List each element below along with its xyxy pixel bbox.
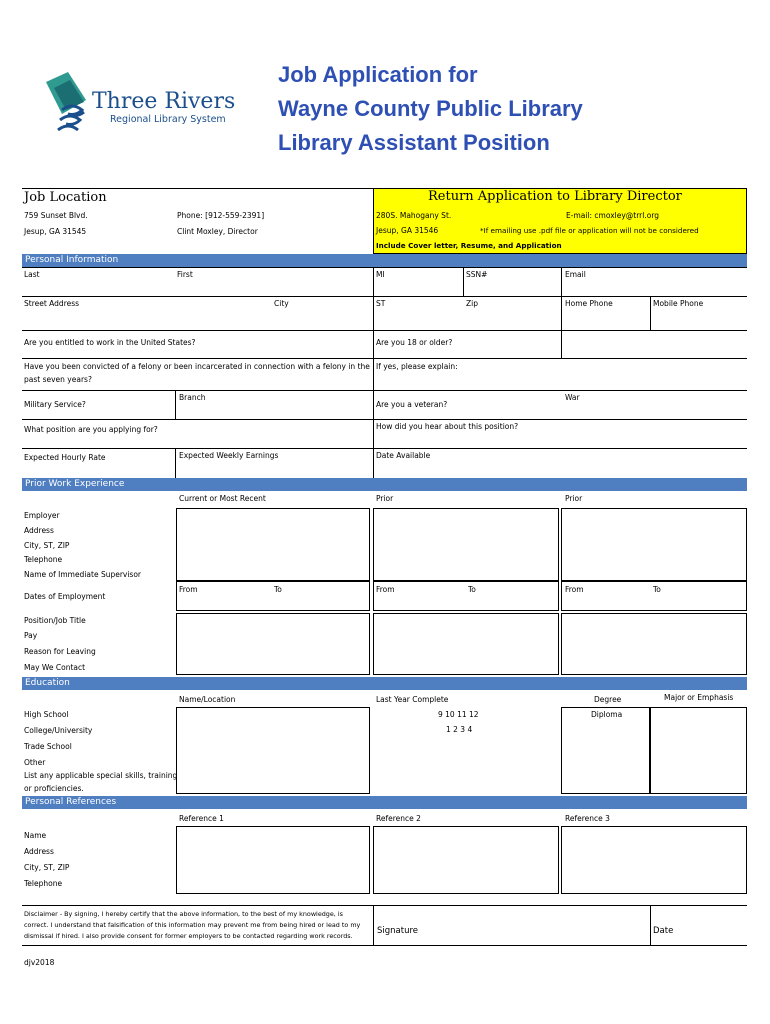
prior-work-heading: Prior Work Experience: [25, 479, 125, 489]
ref-col-1: Reference 1: [179, 814, 224, 823]
edu-name-input[interactable]: [176, 707, 370, 794]
label-city: City: [274, 299, 289, 308]
logo-mark-icon: [40, 70, 100, 136]
ref1-input[interactable]: [176, 826, 370, 894]
signature-label: Signature: [377, 926, 419, 936]
work-dates-current[interactable]: [176, 581, 370, 611]
work-to-prior1: To: [468, 585, 476, 594]
edu-row-college: College/University: [24, 726, 93, 735]
work-input-prior1-top[interactable]: [373, 508, 559, 581]
edu-skills-line2: or proficiencies.: [24, 784, 84, 793]
work-row-title: Position/Job Title: [24, 616, 86, 625]
work-row-city: City, ST, ZIP: [24, 541, 70, 550]
email-input[interactable]: [563, 280, 746, 295]
edu-col-name: Name/Location: [179, 695, 236, 704]
edu-skills-line1: List any applicable special skills, training: [24, 771, 178, 780]
job-address1: 759 Sunset Blvd.: [24, 211, 88, 220]
label-home-phone: Home Phone: [565, 299, 613, 308]
footer-code: djv2018: [24, 958, 55, 967]
ref-row-address: Address: [24, 847, 54, 856]
date-available-label: Date Available: [376, 451, 431, 460]
edu-row-trade: Trade School: [24, 742, 72, 751]
edu-row-other: Other: [24, 758, 46, 767]
work-col-prior1: Prior: [376, 494, 394, 503]
references-band: [22, 796, 747, 809]
label-war: War: [565, 393, 580, 402]
ref-col-3: Reference 3: [565, 814, 610, 823]
date-label: Date: [653, 926, 674, 936]
first-input[interactable]: [177, 280, 371, 295]
return-note: *If emailing use .pdf file or application will not be considered: [480, 226, 699, 235]
edu-col-major: Major or Emphasis: [664, 693, 734, 702]
ref3-input[interactable]: [561, 826, 747, 894]
signature-field[interactable]: [374, 906, 649, 944]
return-include: Include Cover letter, Resume, and Application: [376, 241, 562, 250]
edu-college-years: 1 2 3 4: [446, 725, 473, 734]
ref-row-name: Name: [24, 831, 47, 840]
edu-col-degree: Degree: [594, 695, 622, 704]
label-mobile-phone: Mobile Phone: [653, 299, 704, 308]
explain-label: If yes, please explain:: [376, 362, 458, 371]
label-branch: Branch: [179, 393, 206, 402]
personal-info-heading: Personal Information: [25, 255, 119, 265]
work-row-employer: Employer: [24, 511, 60, 520]
ref-col-2: Reference 2: [376, 814, 421, 823]
hourly-label: Expected Hourly Rate: [24, 453, 106, 462]
personal-info-band: [22, 254, 747, 267]
return-heading: Return Application to Library Director: [428, 189, 682, 204]
job-contact: Clint Moxley, Director: [177, 227, 258, 236]
edu-major-input[interactable]: [650, 707, 747, 794]
edu-col-year: Last Year Complete: [376, 695, 449, 704]
work-row-address: Address: [24, 526, 54, 535]
work-row-contact: May We Contact: [24, 663, 86, 672]
logo-line1: Three Rivers: [92, 89, 236, 114]
felony-question-line2: past seven years?: [24, 375, 92, 384]
label-mi: MI: [376, 270, 385, 279]
page-title-line2: Wayne County Public Library: [278, 96, 583, 121]
label-st: ST: [376, 299, 386, 308]
education-band: [22, 677, 747, 690]
label-zip: Zip: [466, 299, 478, 308]
veteran-question: Are you a veteran?: [376, 400, 448, 409]
weekly-label: Expected Weekly Earnings: [179, 451, 279, 460]
return-email: E-mail: cmoxley@trrl.org: [566, 211, 660, 220]
disclaimer-line2: correct. I understand that falsification of this information may prevent me from being hired or lead to my: [24, 921, 361, 929]
edu-diploma: Diploma: [591, 710, 623, 719]
edu-hs-years: 9 10 11 12: [438, 710, 479, 719]
edu-degree-input[interactable]: [561, 707, 650, 794]
work-col-prior2: Prior: [565, 494, 583, 503]
page-title-line3: Library Assistant Position: [278, 130, 550, 155]
logo: [40, 70, 236, 140]
work-from-current: From: [179, 585, 198, 594]
label-last: Last: [24, 270, 40, 279]
label-ssn: SSN#: [466, 270, 488, 279]
position-question: What position are you applying for?: [24, 425, 158, 434]
job-address2: Jesup, GA 31545: [24, 227, 87, 236]
military-question: Military Service?: [24, 400, 86, 409]
disclaimer-line3: dismissal if hired. I also provide consent for former employers to be contacted regarding work records.: [24, 932, 353, 940]
work-input-prior2-top[interactable]: [561, 508, 747, 581]
label-email: Email: [565, 270, 586, 279]
work-from-prior2: From: [565, 585, 584, 594]
ref-row-city: City, ST, ZIP: [24, 863, 70, 872]
edu-row-high-school: High School: [24, 710, 69, 719]
felony-question-line1: Have you been convicted of a felony or been incarcerated in connection with a felony in the: [24, 362, 370, 371]
work-input-current-top[interactable]: [176, 508, 370, 581]
label-street: Street Address: [24, 299, 80, 308]
work-row-reason: Reason for Leaving: [24, 647, 96, 656]
label-first: First: [177, 270, 193, 279]
disclaimer-line1: Disclaimer - By signing, I hereby certify that the above information, to the best of my knowledge, is: [24, 910, 343, 918]
work-row-telephone: Telephone: [24, 555, 63, 564]
work-input-current-bottom[interactable]: [176, 613, 370, 675]
references-heading: Personal References: [25, 797, 117, 807]
job-phone: Phone: [912-559-2391]: [177, 211, 265, 220]
work-dates-label: Dates of Employment: [24, 592, 106, 601]
return-address1: 280S. Mahogany St.: [376, 211, 452, 220]
work-from-prior1: From: [376, 585, 395, 594]
work-row-pay: Pay: [24, 631, 38, 640]
prior-work-band: [22, 478, 747, 491]
heard-question: How did you hear about this position?: [376, 422, 519, 431]
ref-row-telephone: Telephone: [24, 879, 63, 888]
education-heading: Education: [25, 678, 70, 688]
logo-line2: Regional Library System: [110, 114, 226, 125]
page-title-line1: Job Application for: [278, 62, 478, 87]
ref2-input[interactable]: [373, 826, 559, 894]
return-address2: Jesup, GA 31546: [376, 226, 439, 235]
job-location-heading: Job Location: [24, 190, 107, 205]
age18-question: Are you 18 or older?: [376, 338, 453, 347]
work-input-prior2-bottom[interactable]: [561, 613, 747, 675]
work-row-supervisor: Name of Immediate Supervisor: [24, 570, 142, 579]
work-col-current: Current or Most Recent: [179, 494, 266, 503]
work-to-current: To: [274, 585, 282, 594]
work-dates-prior1[interactable]: [373, 581, 559, 611]
work-to-prior2: To: [653, 585, 661, 594]
work-input-prior1-bottom[interactable]: [373, 613, 559, 675]
last-input[interactable]: [22, 280, 172, 295]
entitled-question: Are you entitled to work in the United States?: [24, 338, 196, 347]
date-field[interactable]: [651, 906, 746, 944]
